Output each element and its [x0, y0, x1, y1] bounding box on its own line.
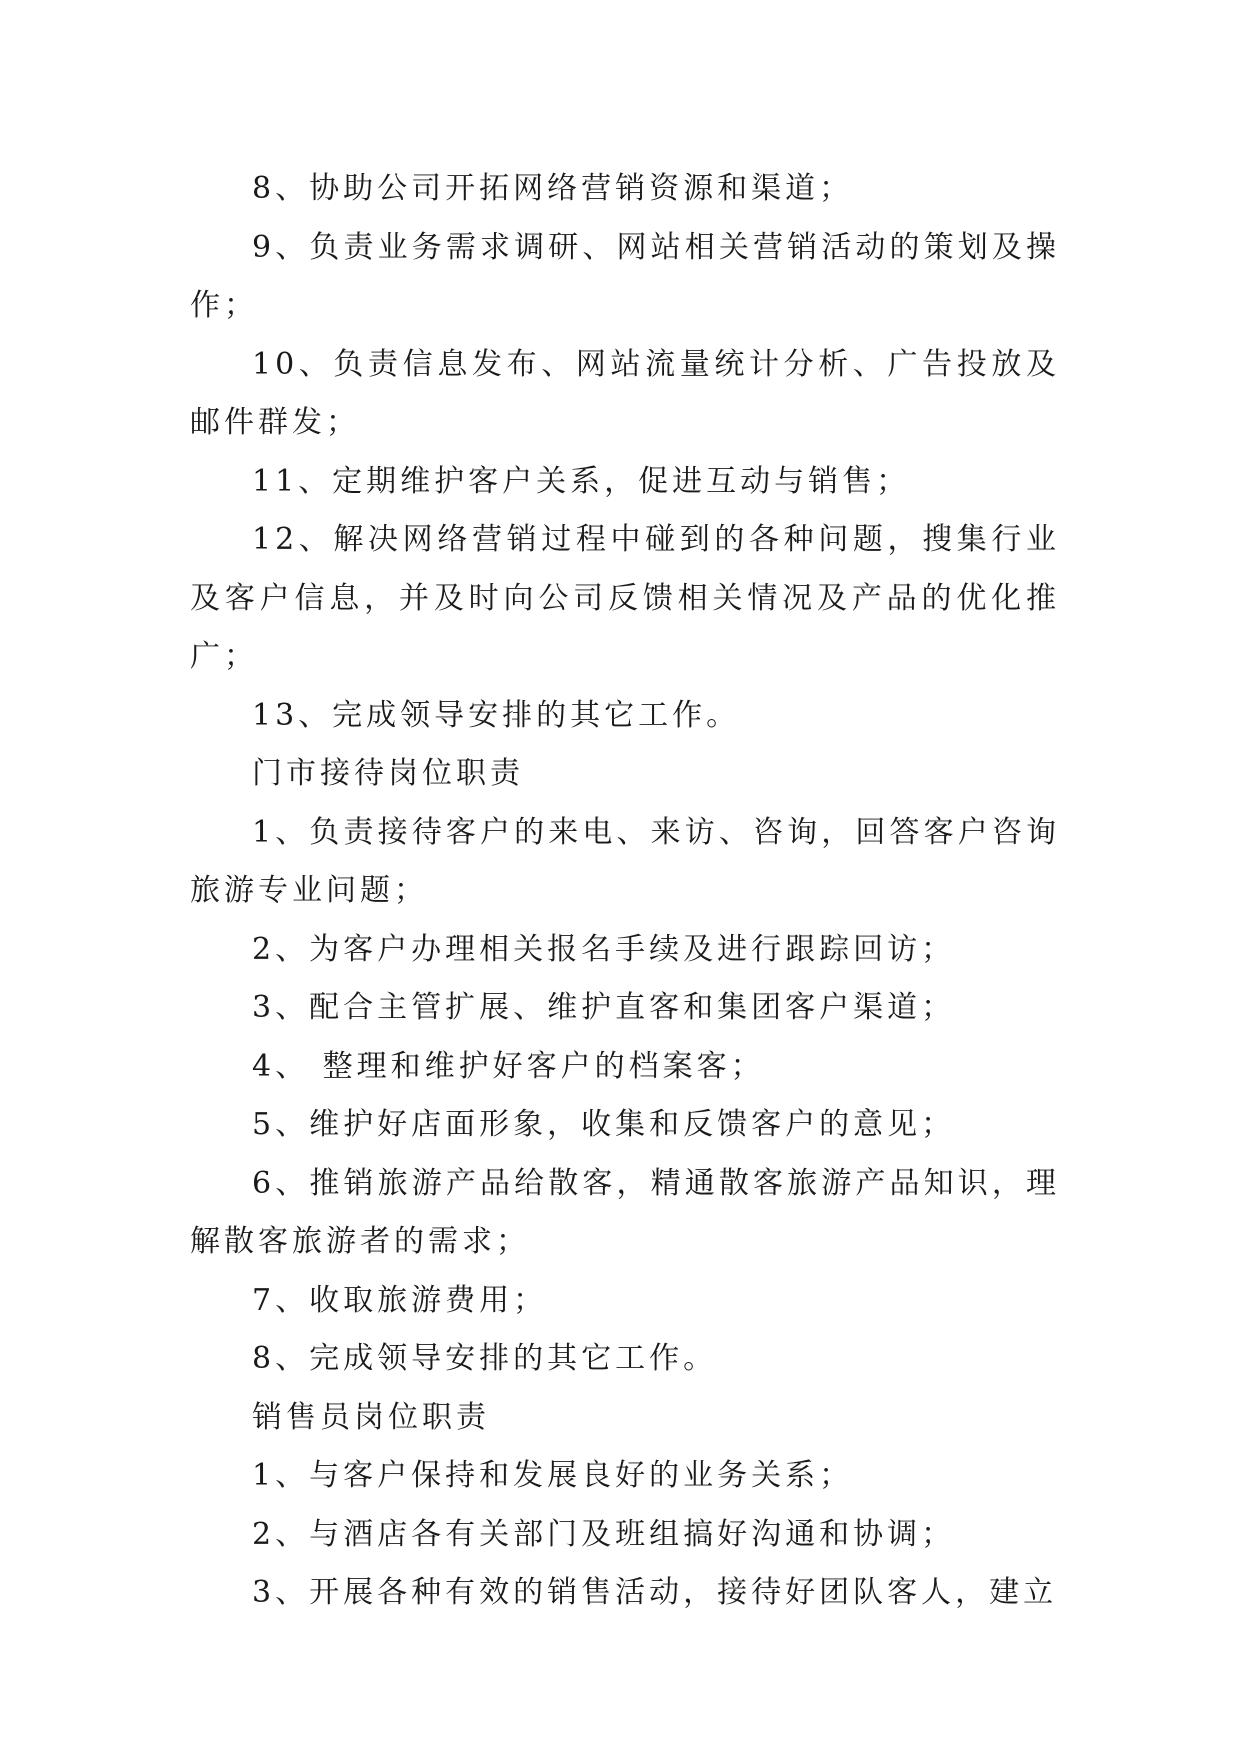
list-item: 8、完成领导安排的其它工作。 [252, 1341, 718, 1376]
section-heading-reception: 门市接待岗位职责 [252, 756, 524, 791]
list-item: 8、协助公司开拓网络营销资源和渠道； [252, 171, 854, 206]
list-item: 9、负责业务需求调研、网站相关营销活动的策划及操作； [190, 229, 1060, 323]
list-item: 3、配合主管扩展、维护直客和集团客户渠道； [252, 990, 956, 1025]
list-item: 2、与酒店各有关部门及班组搞好沟通和协调； [252, 1516, 956, 1552]
document-body [190, 160, 1060, 1623]
list-item: 5、维护好店面形象，收集和反馈客户的意见； [252, 1107, 956, 1142]
list-item: 2、为客户办理相关报名手续及进行跟踪回访； [252, 931, 956, 967]
list-item: 11、定期维护客户关系，促进互动与销售； [252, 463, 911, 499]
list-item: 6、推销旅游产品给散客，精通散客旅游产品知识，理解散客旅游者的需求； [190, 1165, 1060, 1259]
list-item: 1、负责接待客户的来电、来访、咨询，回答客户咨询旅游专业问题； [190, 814, 1060, 908]
list-item: 1、与客户保持和发展良好的业务关系； [252, 1458, 854, 1493]
list-item: 3、开展各种有效的销售活动，接待好团队客人，建立 [252, 1575, 1058, 1610]
list-item: 7、收取旅游费用； [252, 1282, 548, 1318]
list-item: 12、解决网络营销过程中碰到的各种问题，搜集行业及客户信息，并及时向公司反馈相关情况及产品的优化推广； [190, 522, 1060, 674]
section-heading-sales: 销售员岗位职责 [252, 1399, 490, 1435]
list-item: 13、完成领导安排的其它工作。 [252, 697, 741, 733]
list-item: 4、 整理和维护好客户的档案客； [252, 1048, 765, 1084]
list-item: 10、负责信息发布、网站流量统计分析、广告投放及邮件群发； [190, 346, 1060, 440]
